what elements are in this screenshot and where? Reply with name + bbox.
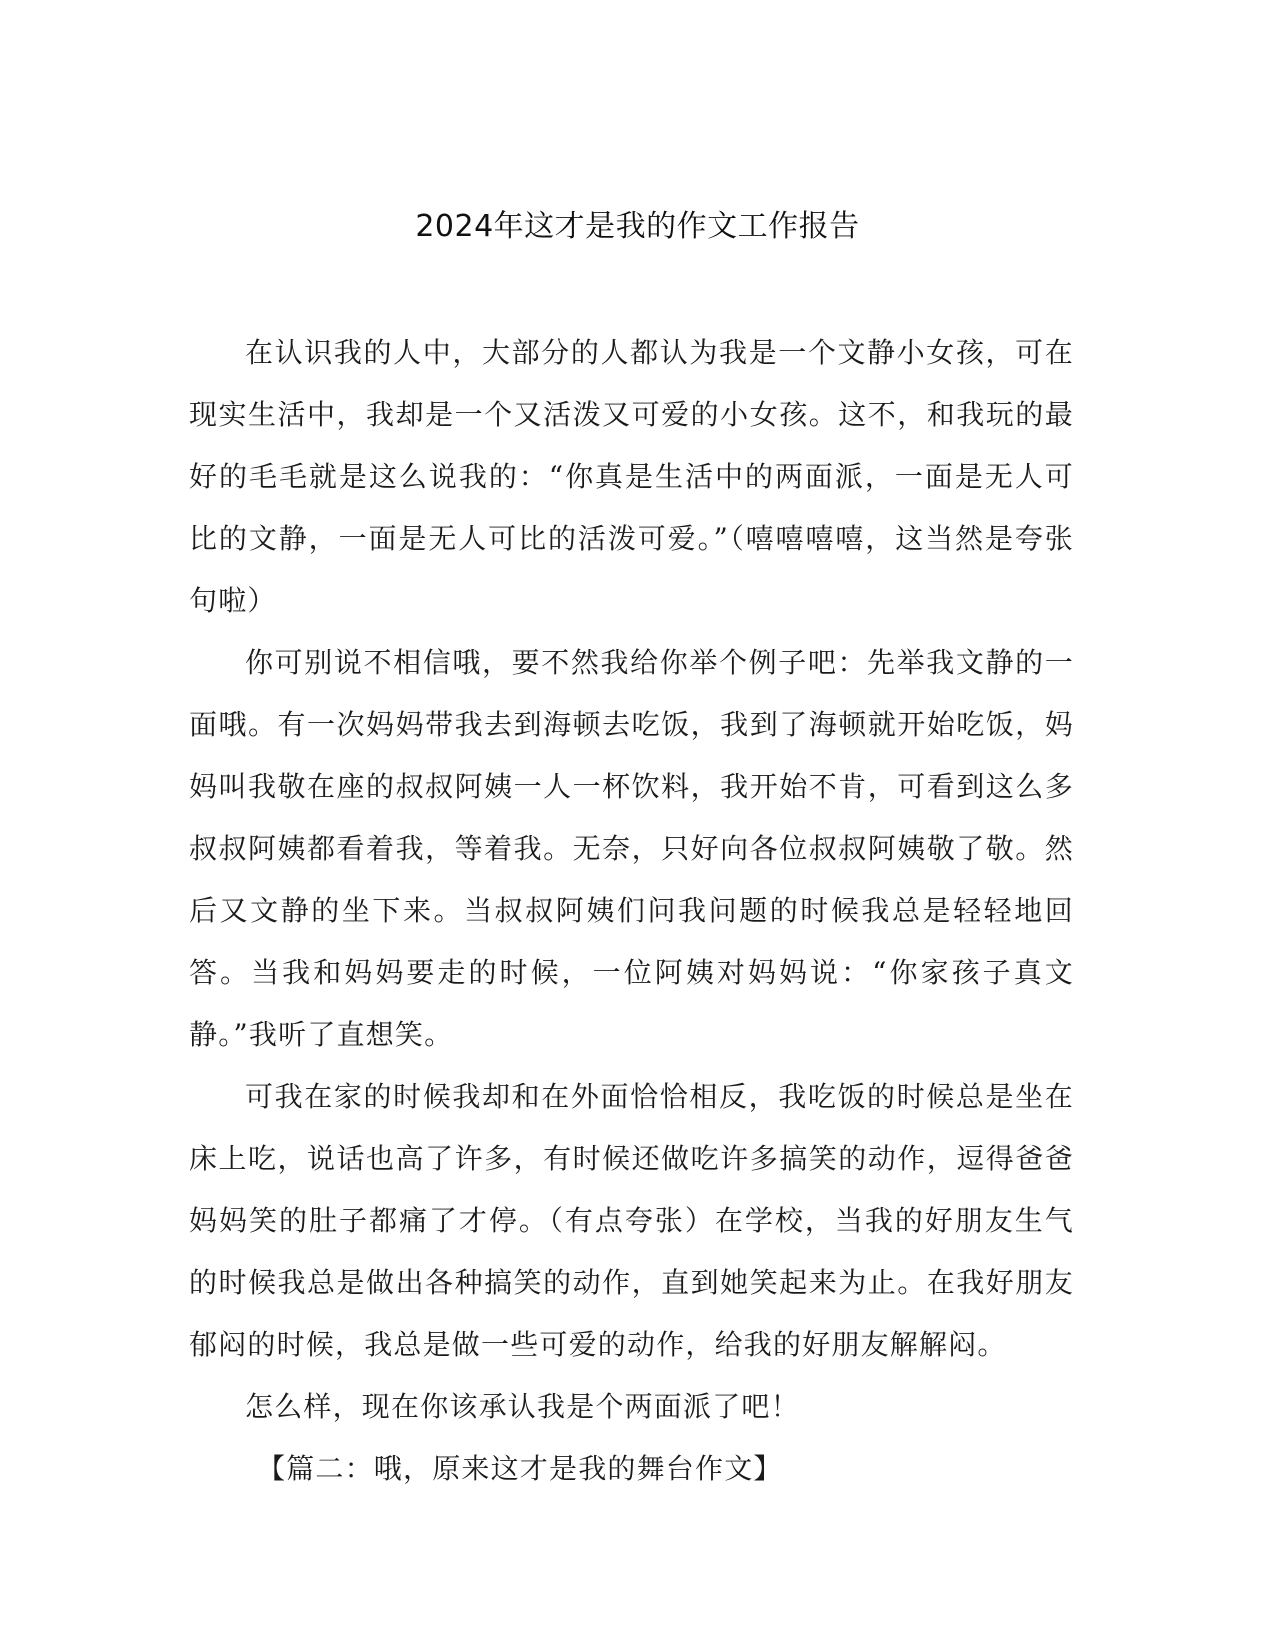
section-heading: 【篇二：哦，原来这才是我的舞台作文】 [257,1452,783,1485]
paragraph-4: 怎么样，现在你该承认我是个两面派了吧！ [245,1390,800,1423]
document-body [189,322,1074,1500]
paragraph-1: 在认识我的人中，大部分的人都认为我是一个文静小女孩，可在现实生活中，我却是一个又活泼又可爱的小女孩。这不，和我玩的最好的毛毛就是这么说我的：“你真是生活中的两面派，一面是无人可比的文静，一面是无人可比的活泼可爱。”（嘻嘻嘻嘻，这当然是夸张句啦） [189,336,1074,617]
document-title: 2024年这才是我的作文工作报告 [415,209,860,244]
paragraph-2: 你可别说不相信哦，要不然我给你举个例子吧：先举我文静的一面哦。有一次妈妈带我去到海顿去吃饭，我到了海顿就开始吃饭，妈妈叫我敬在座的叔叔阿姨一人一杯饮料，我开始不肯，可看到这么多叔叔阿姨都看着我，等着我。无奈，只好向各位叔叔阿姨敬了敬。然后又文静的坐下来。当叔叔阿姨们问我问题的时候我总是轻轻地回答。当我和妈妈要走的时候，一位阿姨对妈妈说：“你家孩子真文静。”我听了直想笑。 [189,646,1074,1051]
paragraph-3: 可我在家的时候我却和在外面恰恰相反，我吃饭的时候总是坐在床上吃，说话也高了许多，有时候还做吃许多搞笑的动作，逗得爸爸妈妈笑的肚子都痛了才停。（有点夸张）在学校，当我的好朋友生气的时候我总是做出各种搞笑的动作，直到她笑起来为止。在我好朋友郁闷的时候，我总是做一些可爱的动作，给我的好朋友解解闷。 [189,1080,1074,1361]
